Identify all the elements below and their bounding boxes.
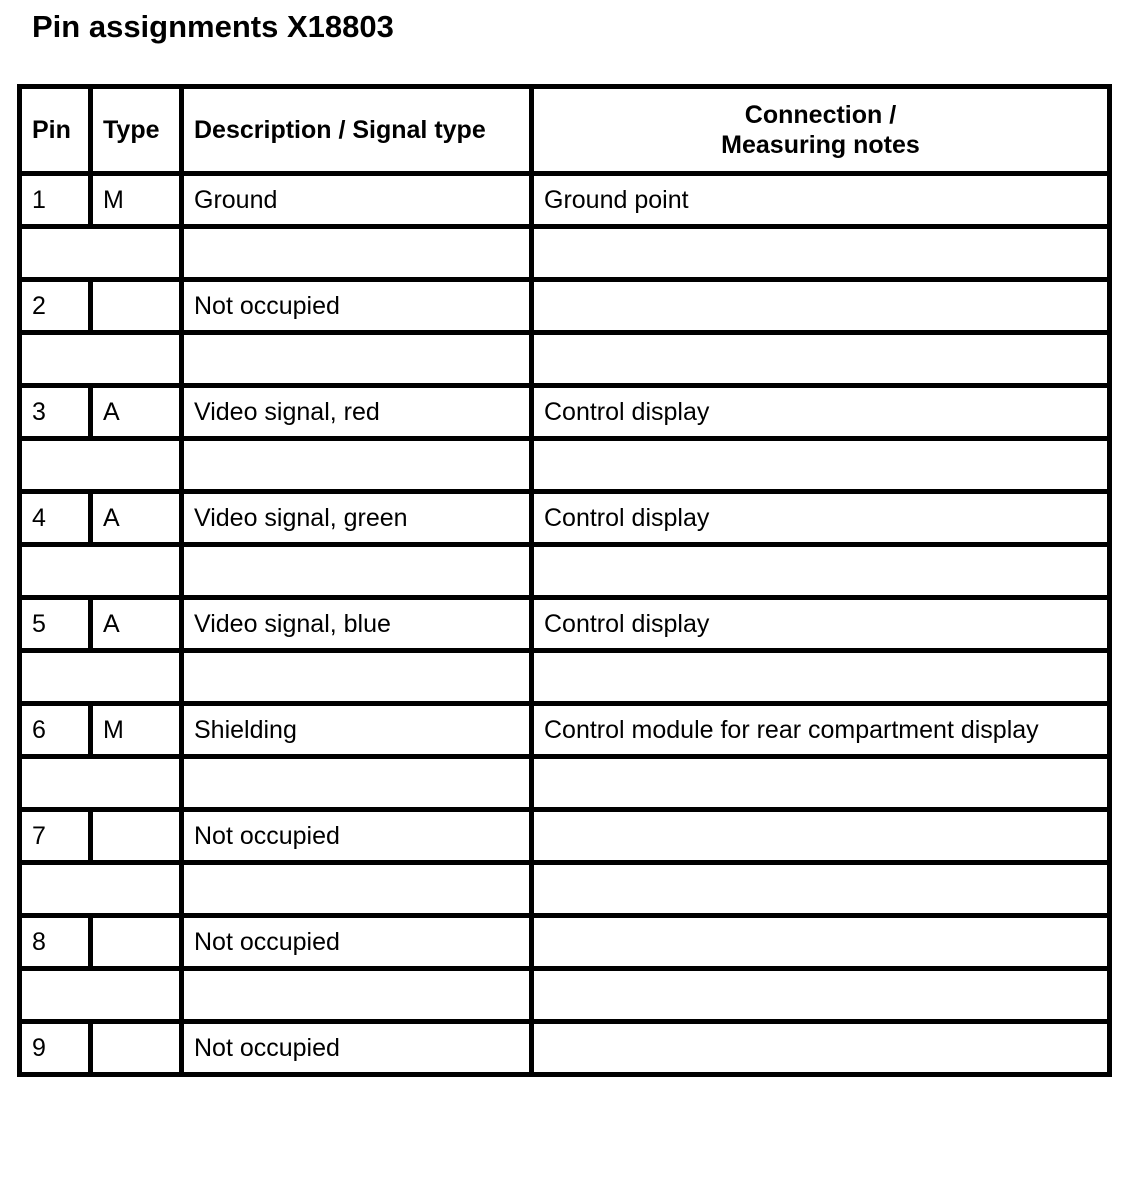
- spacer-cell-connection: [532, 969, 1110, 1022]
- table-row: [20, 1022, 1110, 1075]
- spacer-cell-description: [182, 651, 532, 704]
- pin-assignment-table: [17, 84, 1112, 1077]
- type-cell: [91, 1022, 182, 1075]
- spacer-cell-description: [182, 757, 532, 810]
- spacer-row: [20, 757, 1110, 810]
- spacer-row: [20, 333, 1110, 386]
- connection-cell: [532, 280, 1110, 333]
- pin-cell: 6: [20, 704, 91, 757]
- table-row: [20, 916, 1110, 969]
- pin-cell: 9: [20, 1022, 91, 1075]
- spacer-cell-pin-type: [20, 757, 182, 810]
- spacer-cell-connection: [532, 333, 1110, 386]
- type-cell: A: [91, 598, 182, 651]
- header-pin: Pin: [20, 87, 91, 174]
- connection-cell: Control display: [532, 598, 1110, 651]
- connection-cell: [532, 1022, 1110, 1075]
- pin-cell: 5: [20, 598, 91, 651]
- pin-cell: 4: [20, 492, 91, 545]
- connection-cell: Ground point: [532, 174, 1110, 227]
- spacer-row: [20, 545, 1110, 598]
- type-cell: [91, 280, 182, 333]
- connection-cell: Control display: [532, 386, 1110, 439]
- pin-cell: 7: [20, 810, 91, 863]
- spacer-cell-connection: [532, 863, 1110, 916]
- description-cell: Video signal, blue: [182, 598, 532, 651]
- spacer-row: [20, 651, 1110, 704]
- table-row: [20, 280, 1110, 333]
- spacer-cell-connection: [532, 545, 1110, 598]
- description-cell: Video signal, green: [182, 492, 532, 545]
- pin-cell: 3: [20, 386, 91, 439]
- spacer-row: [20, 969, 1110, 1022]
- header-connection: [532, 87, 1110, 174]
- connection-cell: Control module for rear compartment display: [532, 704, 1110, 757]
- description-cell: Not occupied: [182, 1022, 532, 1075]
- description-cell: Not occupied: [182, 280, 532, 333]
- header-type: Type: [91, 87, 182, 174]
- spacer-cell-pin-type: [20, 439, 182, 492]
- spacer-cell-description: [182, 969, 532, 1022]
- spacer-cell-description: [182, 545, 532, 598]
- pin-cell: 8: [20, 916, 91, 969]
- connection-cell: Control display: [532, 492, 1110, 545]
- spacer-cell-description: [182, 227, 532, 280]
- type-cell: [91, 916, 182, 969]
- table-row: [20, 598, 1110, 651]
- description-cell: Not occupied: [182, 916, 532, 969]
- spacer-cell-pin-type: [20, 333, 182, 386]
- description-cell: Video signal, red: [182, 386, 532, 439]
- type-cell: A: [91, 386, 182, 439]
- spacer-cell-connection: [532, 439, 1110, 492]
- spacer-cell-connection: [532, 651, 1110, 704]
- description-cell: Not occupied: [182, 810, 532, 863]
- type-cell: M: [91, 704, 182, 757]
- pin-cell: 1: [20, 174, 91, 227]
- page-title: Pin assignments X18803: [32, 9, 394, 44]
- table-row: [20, 810, 1110, 863]
- connection-cell: [532, 810, 1110, 863]
- connection-cell: [532, 916, 1110, 969]
- table-body: [20, 174, 1110, 1075]
- spacer-cell-pin-type: [20, 969, 182, 1022]
- spacer-cell-connection: [532, 227, 1110, 280]
- spacer-cell-description: [182, 333, 532, 386]
- spacer-row: [20, 439, 1110, 492]
- spacer-cell-pin-type: [20, 863, 182, 916]
- spacer-cell-pin-type: [20, 545, 182, 598]
- table-header-row: [20, 87, 1110, 174]
- description-cell: Shielding: [182, 704, 532, 757]
- table-row: [20, 386, 1110, 439]
- spacer-row: [20, 863, 1110, 916]
- spacer-cell-pin-type: [20, 651, 182, 704]
- header-connection-line2: Measuring notes: [721, 131, 920, 159]
- type-cell: [91, 810, 182, 863]
- pin-cell: 2: [20, 280, 91, 333]
- spacer-cell-description: [182, 439, 532, 492]
- table-row: [20, 492, 1110, 545]
- header-description: Description / Signal type: [182, 87, 532, 174]
- spacer-cell-description: [182, 863, 532, 916]
- spacer-cell-pin-type: [20, 227, 182, 280]
- table-row: [20, 174, 1110, 227]
- type-cell: A: [91, 492, 182, 545]
- table-row: [20, 704, 1110, 757]
- description-cell: Ground: [182, 174, 532, 227]
- type-cell: M: [91, 174, 182, 227]
- header-connection-line1: Connection /: [744, 101, 897, 129]
- spacer-cell-connection: [532, 757, 1110, 810]
- spacer-row: [20, 227, 1110, 280]
